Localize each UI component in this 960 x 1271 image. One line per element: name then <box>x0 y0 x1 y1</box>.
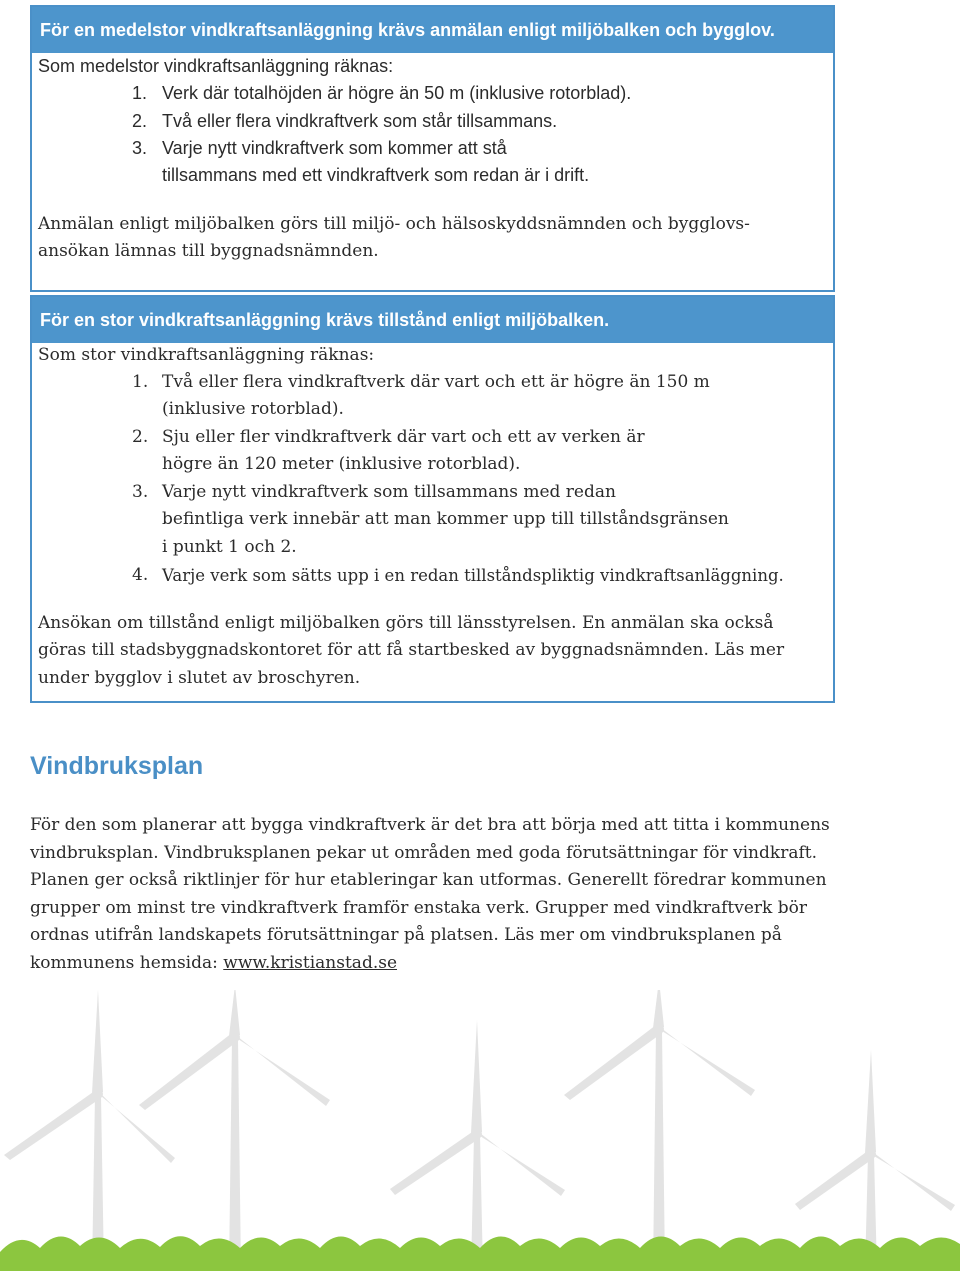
section-title: Vindbruksplan <box>30 752 204 780</box>
turbine-icon <box>564 990 755 1271</box>
turbine-icon <box>139 990 330 1271</box>
list-item: Sju eller fler vindkraftverk där vart och ett av verken är <box>162 427 645 447</box>
list-number: 2. <box>132 427 149 447</box>
list-item: Varje nytt vindkraftverk som kommer att stå <box>162 138 507 158</box>
box-intro: Som stor vindkraftsanläggning räknas: <box>38 345 375 365</box>
list-number: 3. <box>132 138 148 158</box>
list-item: Varje nytt vindkraftverk som tillsammans med redan <box>162 482 616 502</box>
website-link[interactable]: www.kristianstad.se <box>223 953 398 973</box>
turbine-icon <box>390 1020 565 1271</box>
list-item-continuation: högre än 120 meter (inklusive rotorblad). <box>162 454 521 474</box>
list-number: 4. <box>132 565 149 585</box>
wind-turbines-illustration <box>0 990 960 1271</box>
paragraph-line: grupper om minst tre vindkraftverk framför enstaka verk. Grupper med vindkraftverk bör <box>30 898 807 918</box>
list-item-continuation: i punkt 1 och 2. <box>162 537 297 557</box>
list-item: Verk där totalhöjden är högre än 50 m (inklusive rotorblad). <box>162 83 632 103</box>
box-note: ansökan lämnas till byggnadsnämnden. <box>38 241 379 261</box>
list-item-continuation: (inklusive rotorblad). <box>162 399 344 419</box>
box-note: göras till stadsbyggnadskontoret för att få startbesked av byggnadsnämnden. Läs mer <box>38 640 785 660</box>
list-item-continuation: befintliga verk innebär att man kommer upp till tillståndsgränsen <box>162 509 729 529</box>
paragraph-line: vindbruksplan. Vindbruksplanen pekar ut områden med goda förutsättningar för vindkraft. <box>30 843 817 863</box>
box-intro: Som medelstor vindkraftsanläggning räknas: <box>38 56 394 76</box>
list-item: Två eller flera vindkraftverk där vart och ett är högre än 150 m <box>162 372 710 392</box>
box-heading: För en stor vindkraftsanläggning krävs tillstånd enligt miljöbalken. <box>32 297 833 343</box>
paragraph-line: Planen ger också riktlinjer för hur etableringar kan utformas. Generellt föredrar kommunen <box>30 870 827 890</box>
list-item: Två eller flera vindkraftverk som står tillsammans. <box>162 111 558 131</box>
turbine-icon <box>4 990 175 1271</box>
box-note: under bygglov i slutet av broschyren. <box>38 668 361 688</box>
list-item: Varje verk som sätts upp i en redan tillståndspliktig vindkraftsanläggning. <box>162 566 784 585</box>
list-number: 1. <box>132 83 148 103</box>
paragraph-line: ordnas utifrån landskapets förutsättningar på platsen. Läs mer om vindbruksplanen på <box>30 925 782 945</box>
list-item-continuation: tillsammans med ett vindkraftverk som redan är i drift. <box>162 165 590 185</box>
paragraph-text: kommunens hemsida: <box>30 953 224 973</box>
box-note: Ansökan om tillstånd enligt miljöbalken görs till länsstyrelsen. En anmälan ska också <box>38 613 774 633</box>
box-note: Anmälan enligt miljöbalken görs till miljö- och hälsoskyddsnämnden och bygglovs- <box>38 214 750 234</box>
list-number: 3. <box>132 482 149 502</box>
paragraph-line <box>30 950 397 977</box>
list-number: 1. <box>132 372 149 392</box>
box-heading: För en medelstor vindkraftsanläggning krävs anmälan enligt miljöbalken och bygglov. <box>32 7 833 53</box>
paragraph-line: För den som planerar att bygga vindkraftverk är det bra att börja med att titta i kommunens <box>30 815 830 835</box>
list-number: 2. <box>132 111 148 131</box>
